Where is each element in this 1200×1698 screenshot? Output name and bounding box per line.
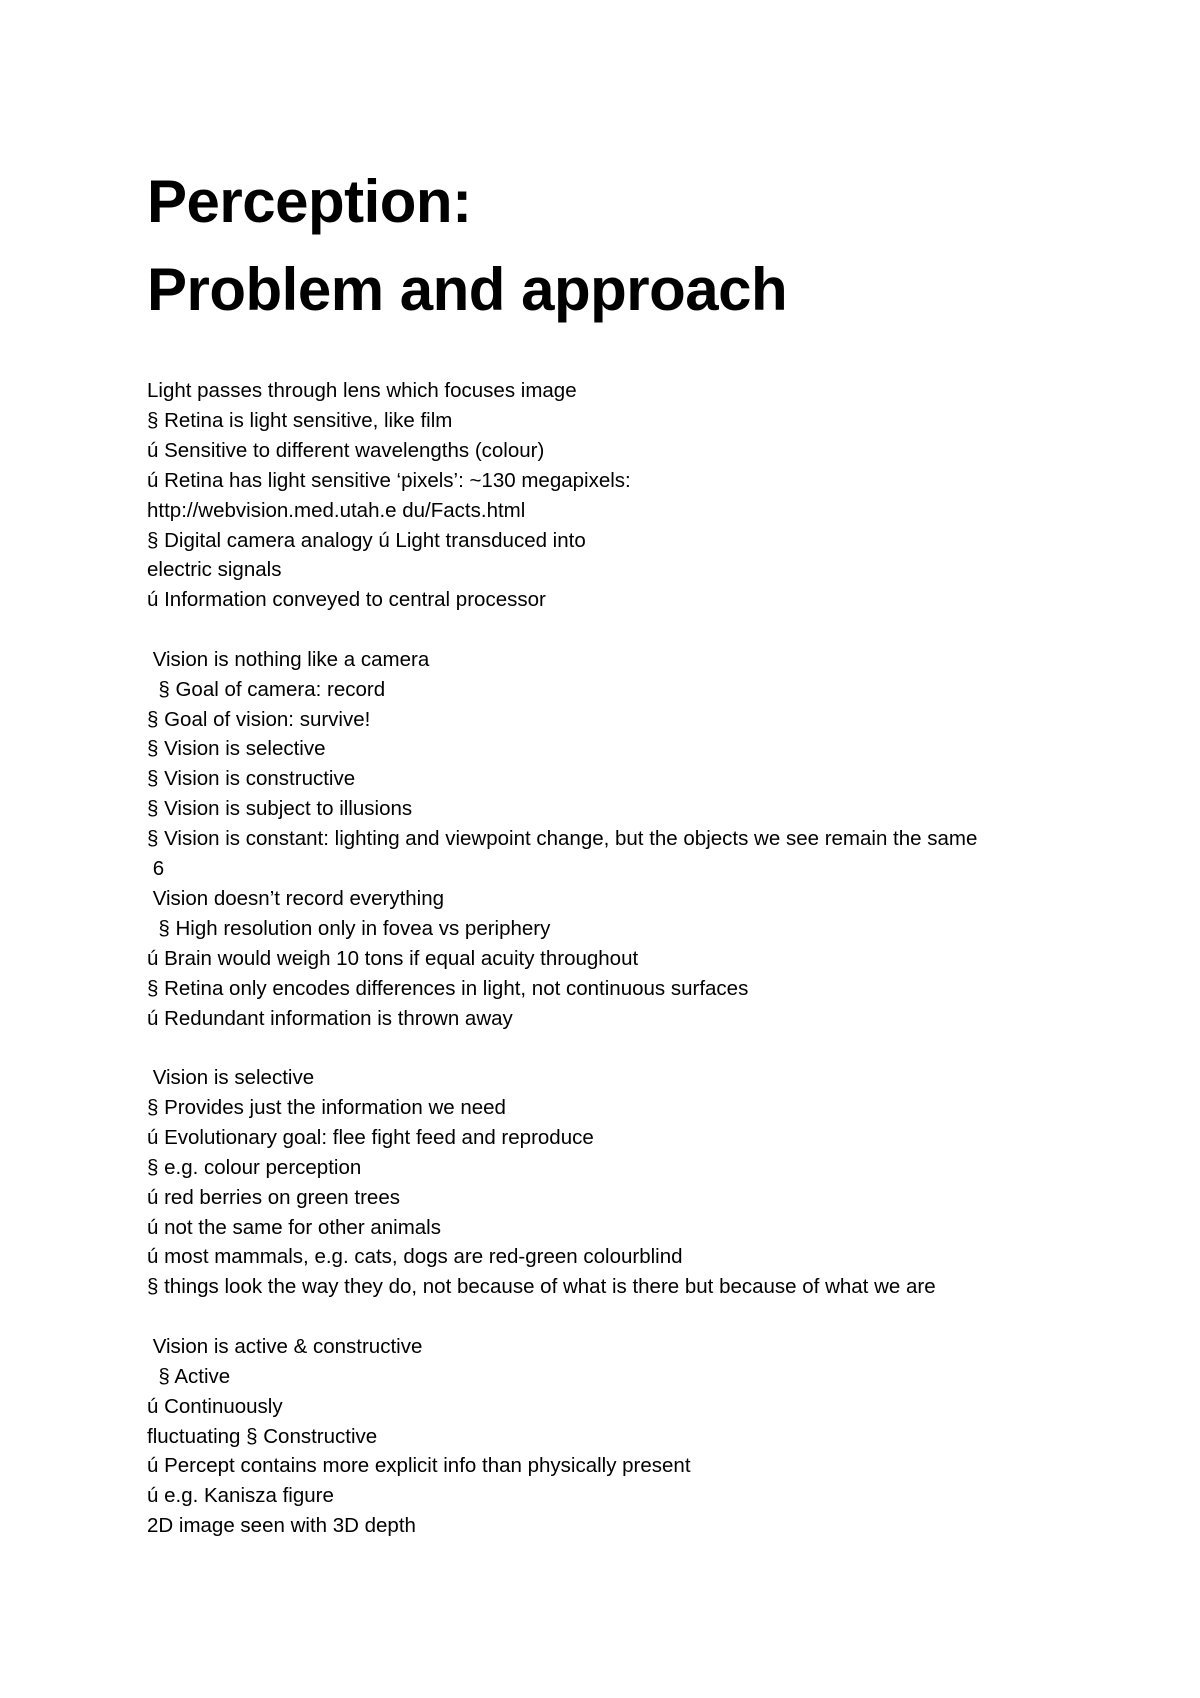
paragraph-block bbox=[147, 1063, 1147, 1302]
text-line: ú most mammals, e.g. cats, dogs are red-green colourblind bbox=[147, 1245, 683, 1269]
text-line: ú Information conveyed to central processor bbox=[147, 588, 546, 612]
text-line: Vision doesn’t record everything bbox=[147, 887, 445, 910]
text-line: § Digital camera analogy ú Light transduced into bbox=[147, 528, 586, 552]
text-line: fluctuating § Constructive bbox=[147, 1424, 378, 1448]
text-line: ú Percept contains more explicit info than physically present bbox=[147, 1454, 691, 1478]
text-line: Vision is selective bbox=[147, 1066, 315, 1090]
text-line: § Vision is subject to illusions bbox=[147, 797, 413, 821]
paragraph-block bbox=[147, 645, 1147, 1034]
document-page bbox=[147, 158, 1147, 1541]
text-line: electric signals bbox=[147, 558, 282, 582]
text-line: § Active bbox=[147, 1364, 231, 1388]
text-line: § Retina is light sensitive, like film bbox=[147, 408, 453, 432]
text-line: § Vision is constructive bbox=[147, 767, 356, 791]
text-line: § Vision is selective bbox=[147, 737, 326, 761]
text-line: § Retina only encodes differences in light, not continuous surfaces bbox=[147, 976, 749, 1000]
text-line: ú not the same for other animals bbox=[147, 1215, 441, 1239]
text-line: § Goal of vision: survive! bbox=[147, 707, 371, 731]
page-title bbox=[147, 158, 1147, 334]
page-number: 6 bbox=[147, 857, 165, 881]
text-line: § Provides just the information we need bbox=[147, 1095, 506, 1119]
text-line: ú red berries on green trees bbox=[147, 1185, 400, 1209]
text-line: § Vision is constant: lighting and viewpoint change, but the objects we see remain the same bbox=[147, 827, 978, 851]
text-line: Vision is active & constructive bbox=[147, 1334, 423, 1358]
text-line: ú Continuously bbox=[147, 1394, 283, 1418]
text-line: http://webvision.med.utah.e du/Facts.html bbox=[147, 498, 526, 522]
text-line: § things look the way they do, not because of what is there but because of what we are bbox=[147, 1275, 936, 1299]
text-line: ú Brain would weigh 10 tons if equal acuity throughout bbox=[147, 946, 639, 970]
text-line: ú Retina has light sensitive ‘pixels’: ~130 megapixels: bbox=[147, 468, 631, 492]
title-line: Problem and approach bbox=[147, 256, 788, 323]
text-line: § High resolution only in fovea vs periphery bbox=[147, 916, 551, 940]
text-line: Vision is nothing like a camera bbox=[147, 647, 430, 671]
text-line: ú Evolutionary goal: flee fight feed and reproduce bbox=[147, 1125, 594, 1149]
paragraph-block bbox=[147, 1332, 1147, 1541]
text-line: ú Redundant information is thrown away bbox=[147, 1006, 513, 1030]
text-line: ú Sensitive to different wavelengths (colour) bbox=[147, 438, 545, 462]
text-line: ú e.g. Kanisza figure bbox=[147, 1484, 334, 1508]
text-line: 2D image seen with 3D depth bbox=[147, 1514, 416, 1538]
text-line: § Goal of camera: record bbox=[147, 677, 386, 701]
paragraph-block bbox=[147, 376, 1147, 615]
text-line: § e.g. colour perception bbox=[147, 1155, 362, 1179]
text-line: Light passes through lens which focuses image bbox=[147, 379, 577, 402]
document-body bbox=[147, 376, 1147, 1541]
title-line: Perception: bbox=[147, 168, 472, 235]
